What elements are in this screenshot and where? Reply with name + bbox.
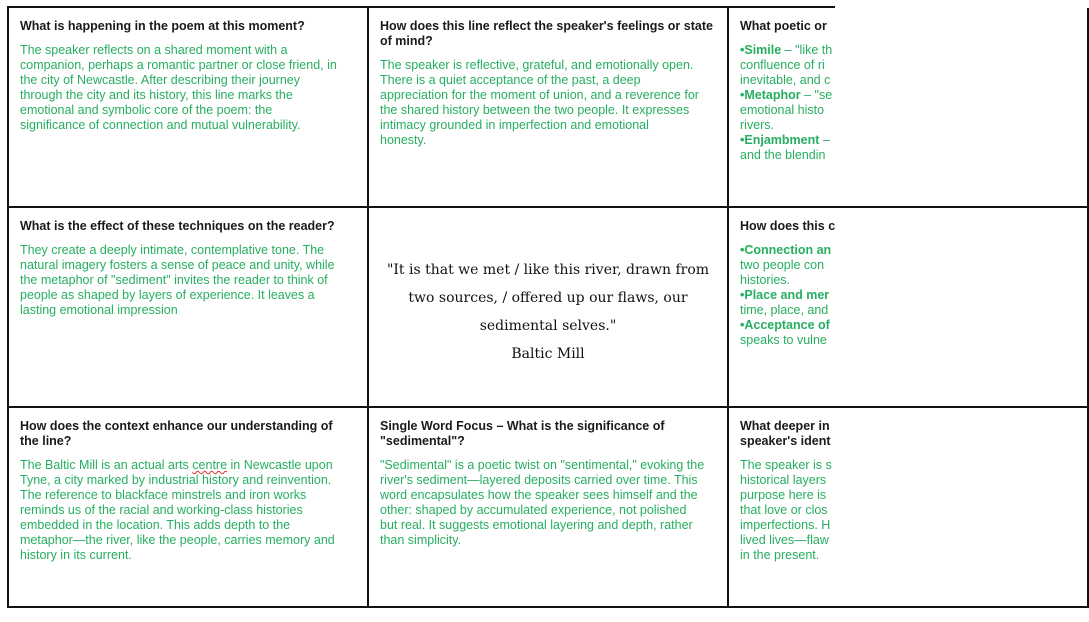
- cell-quote: [369, 208, 729, 408]
- answer-line: The speaker is reflective, grateful, and emotionally open.: [380, 58, 694, 72]
- question-line: "sedimental"?: [380, 434, 465, 448]
- answer-line: through the city and its history, this line marks the: [20, 88, 293, 102]
- technique-term: •Simile: [740, 43, 782, 57]
- question-line: How does this line reflect the speaker's feelings or state: [380, 19, 713, 33]
- answer-line: reminds us of the racial and working-class histories: [20, 503, 303, 517]
- technique-line: [740, 43, 1076, 58]
- answer-line: intimacy grounded in imperfection and emotional: [380, 118, 649, 132]
- answer-effect: [20, 243, 356, 318]
- answer-line: appreciation for the moment of union, and a reverence for: [380, 88, 699, 102]
- answer-line: other: shaped by accumulated experience, not polished: [380, 503, 687, 517]
- answer-line: word encapsulates how the speaker sees himself and the: [380, 488, 698, 502]
- answer-context: [20, 458, 356, 563]
- technique-text: – "like th: [781, 43, 833, 57]
- quote-line: sedimental selves.": [479, 318, 617, 334]
- technique-line: [740, 133, 1076, 148]
- technique-line: [740, 88, 1076, 103]
- technique-line: emotional histo: [740, 103, 825, 117]
- answer-happening: [20, 43, 356, 133]
- question-line: What is happening in the poem at this moment?: [20, 19, 305, 33]
- answer-line: but real. It suggests emotional layering and depth, rather: [380, 518, 693, 532]
- question-line: of mind?: [380, 34, 433, 48]
- technique-text: – "se: [800, 88, 833, 102]
- answer-line: the shared history between the two people. It expresses: [380, 103, 690, 117]
- question-line: What deeper in: [740, 419, 830, 433]
- technique-text: –: [819, 133, 830, 147]
- spellcheck-flagged-word: centre: [192, 458, 228, 472]
- technique-line: rivers.: [740, 118, 775, 132]
- answer-line: the metaphor of "sediment" invites the reader to think of: [20, 273, 328, 287]
- answer-techniques: [740, 43, 1076, 163]
- answer-line: that love or clos: [740, 503, 828, 517]
- quote-block: [387, 256, 709, 368]
- question-line: How does the context enhance our understanding of: [20, 419, 333, 433]
- theme-term: •Place and mer: [740, 288, 830, 302]
- cell-context: [9, 408, 369, 608]
- technique-term: •Enjambment: [740, 133, 820, 147]
- answer-text: The Baltic Mill is an actual arts: [20, 458, 193, 472]
- quote-source: Baltic Mill: [511, 346, 585, 362]
- quote-line: "It is that we met / like this river, drawn from: [386, 262, 710, 278]
- answer-line: than simplicity.: [380, 533, 462, 547]
- answer-line: companion, perhaps a romantic partner or close friend, in: [20, 58, 337, 72]
- analysis-grid: [7, 6, 835, 608]
- technique-line: inevitable, and c: [740, 73, 831, 87]
- answer-line: [20, 458, 356, 473]
- answer-line: in the present.: [740, 548, 820, 562]
- answer-feelings: [380, 58, 716, 148]
- answer-line: metaphor—the river, like the people, carries memory and: [20, 533, 335, 547]
- answer-line: lasting emotional impression: [20, 303, 178, 317]
- technique-term: •Metaphor: [740, 88, 801, 102]
- answer-themes: [740, 243, 1076, 348]
- answer-line: the city of Newcastle. After describing their journey: [20, 73, 300, 87]
- technique-line: and the blendin: [740, 148, 826, 162]
- cell-feelings: [369, 8, 729, 208]
- theme-term: •Connection an: [740, 243, 832, 257]
- question-word-focus: [380, 419, 716, 449]
- question-feelings: [380, 19, 716, 49]
- answer-line: Tyne, a city marked by industrial history and reinvention.: [20, 473, 332, 487]
- question-line: Single Word Focus – What is the significance of: [380, 419, 665, 433]
- answer-line: honesty.: [380, 133, 427, 147]
- answer-line: embedded in the location. This adds depth to the: [20, 518, 291, 532]
- question-line: speaker's ident: [740, 434, 831, 448]
- cell-identity: [729, 408, 1089, 608]
- answer-line: lived lives—flaw: [740, 533, 829, 547]
- answer-line: There is a quiet acceptance of the past, a deep: [380, 73, 641, 87]
- question-line: What poetic or: [740, 19, 827, 33]
- answer-line: purpose here is: [740, 488, 827, 502]
- theme-line: [740, 318, 1076, 333]
- theme-line: two people con: [740, 258, 825, 272]
- answer-identity: [740, 458, 1076, 563]
- answer-line: history in its current.: [20, 548, 132, 562]
- answer-line: people as shaped by layers of experience. It leaves a: [20, 288, 315, 302]
- theme-line: histories.: [740, 273, 791, 287]
- question-line: the line?: [20, 434, 72, 448]
- theme-line: [740, 288, 1076, 303]
- theme-line: time, place, and: [740, 303, 829, 317]
- answer-line: They create a deeply intimate, contemplative tone. The: [20, 243, 325, 257]
- cell-techniques: [729, 8, 1089, 208]
- cell-word-focus: [369, 408, 729, 608]
- answer-line: The speaker is s: [740, 458, 832, 472]
- theme-term: •Acceptance of: [740, 318, 830, 332]
- answer-line: imperfections. H: [740, 518, 831, 532]
- question-context: [20, 419, 356, 449]
- answer-line: The speaker reflects on a shared moment with a: [20, 43, 288, 57]
- question-effect: [20, 219, 356, 234]
- question-themes: [740, 219, 1076, 234]
- cell-happening: [9, 8, 369, 208]
- answer-line: emotional and symbolic core of the poem: the: [20, 103, 273, 117]
- quote-line: two sources, / offered up our flaws, our: [408, 290, 688, 306]
- question-techniques: [740, 19, 1076, 34]
- answer-line: "Sedimental" is a poetic twist on "sentimental," evoking the: [380, 458, 705, 472]
- question-happening: [20, 19, 356, 34]
- answer-word-focus: [380, 458, 716, 548]
- technique-line: confluence of ri: [740, 58, 825, 72]
- theme-line: [740, 243, 1076, 258]
- question-line: What is the effect of these techniques on the reader?: [20, 219, 335, 233]
- answer-line: river's sediment—layered deposits carried over time. This: [380, 473, 698, 487]
- answer-line: The reference to blackface minstrels and iron works: [20, 488, 307, 502]
- cell-effect: [9, 208, 369, 408]
- answer-line: natural imagery fosters a sense of peace and unity, while: [20, 258, 335, 272]
- answer-line: historical layers: [740, 473, 827, 487]
- theme-line: speaks to vulne: [740, 333, 827, 347]
- cell-themes: [729, 208, 1089, 408]
- question-identity: [740, 419, 1076, 449]
- answer-line: significance of connection and mutual vulnerability.: [20, 118, 301, 132]
- question-line: How does this c: [740, 219, 836, 233]
- answer-text: in Newcastle upon: [227, 458, 333, 472]
